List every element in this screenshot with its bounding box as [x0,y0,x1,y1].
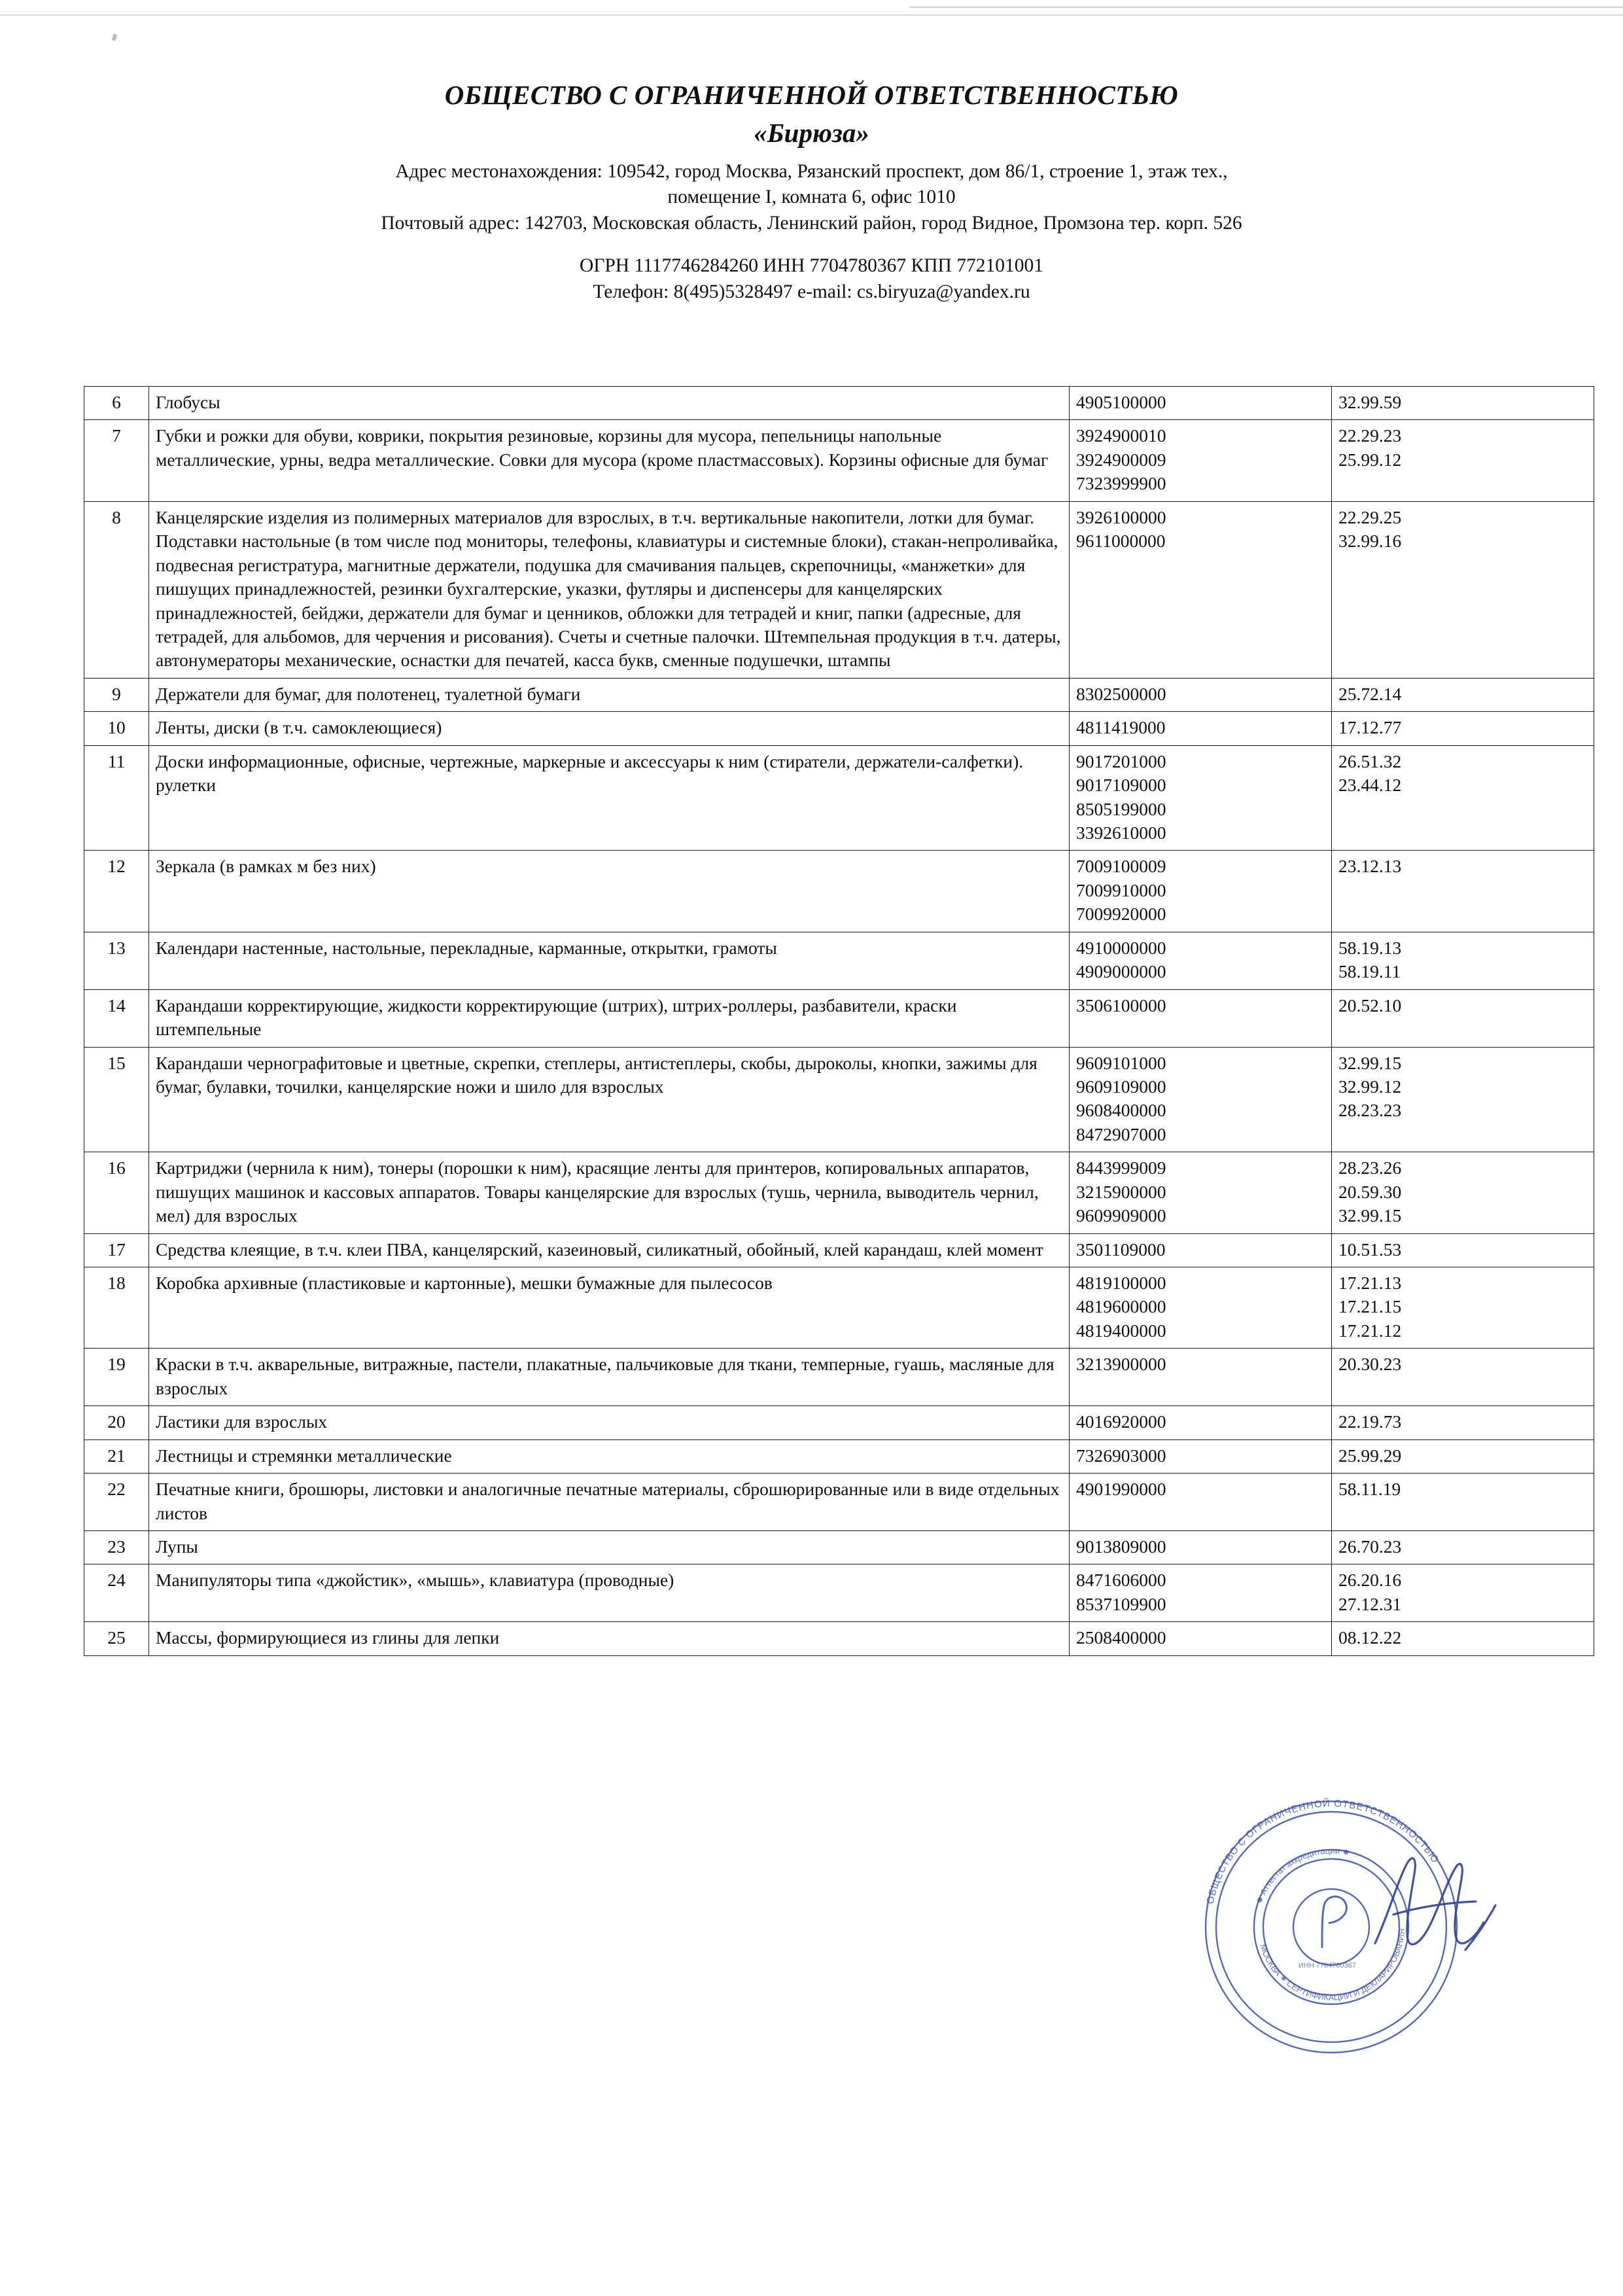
row-codes [1070,1530,1332,1564]
table-row [84,745,1594,851]
row-description: Краски в т.ч. акварельные, витражные, пастели, плакатные, пальчиковые для ткани, темперные, гуашь, масляные для взрослых [149,1349,1070,1406]
okpd-value: 32.99.15 [1338,1205,1402,1226]
row-codes [1070,1152,1332,1233]
goods-table-body [84,387,1594,1656]
code-value: 4819600000 [1076,1296,1166,1317]
row-okpd [1332,1564,1594,1622]
row-number: 25 [84,1622,149,1655]
code-value: 4016920000 [1076,1411,1166,1432]
code-value: 4909000000 [1076,961,1166,982]
okpd-value: 32.99.12 [1338,1076,1402,1097]
code-value: 3926100000 [1076,506,1166,527]
row-number: 18 [84,1267,149,1349]
okpd-value: 58.19.13 [1338,937,1402,958]
okpd-value: 32.99.59 [1338,392,1402,412]
code-value: 3213900000 [1076,1354,1166,1375]
code-value: 3501109000 [1076,1239,1166,1260]
row-okpd [1332,420,1594,501]
row-okpd [1332,1439,1594,1473]
row-codes [1070,387,1332,420]
organization-name: «Бирюза» [754,118,869,149]
row-codes [1070,420,1332,501]
row-description: Календари настенные, настольные, перекладные, карманные, открытки, грамоты [149,932,1070,989]
code-value: 4811419000 [1076,717,1166,738]
row-description: Ленты, диски (в т.ч. самоклеющиеся) [149,712,1070,745]
row-number: 20 [84,1406,149,1439]
code-value: 9608400000 [1076,1100,1166,1121]
code-value: 8537109900 [1076,1593,1166,1614]
table-row [84,932,1594,989]
code-value: 9609909000 [1076,1205,1166,1226]
row-okpd [1332,1233,1594,1267]
row-codes [1070,1406,1332,1439]
row-okpd [1332,387,1594,420]
svg-text:ОБЩЕСТВО С ОГРАНИЧЕННОЙ ОТВЕТС: ОБЩЕСТВО С ОГРАНИЧЕННОЙ ОТВЕТСТВЕННОСТЬЮ [1204,1797,1441,1905]
okpd-value: 58.19.11 [1338,961,1401,982]
row-codes [1070,1474,1332,1531]
row-okpd [1332,712,1594,745]
table-row [84,1474,1594,1531]
table-row [84,851,1594,932]
okpd-value: 22.29.25 [1338,506,1402,527]
row-number: 23 [84,1530,149,1564]
okpd-value: 25.72.14 [1338,683,1402,704]
row-okpd [1332,1152,1594,1233]
code-value: 3924900010 [1076,425,1166,446]
code-value: 9017201000 [1076,751,1166,771]
row-codes [1070,1349,1332,1406]
code-value: 8472907000 [1076,1123,1166,1144]
okpd-value: 17.21.15 [1338,1296,1402,1317]
okpd-value: 26.51.32 [1338,751,1402,771]
code-value: 9611000000 [1076,531,1166,552]
row-codes [1070,851,1332,932]
row-okpd [1332,1047,1594,1152]
row-number: 14 [84,989,149,1047]
table-row [84,1152,1594,1233]
okpd-value: 20.52.10 [1338,995,1402,1016]
code-value: 9609109000 [1076,1076,1166,1097]
code-value: 2508400000 [1076,1627,1166,1648]
row-description: Коробка архивные (пластиковые и картонные), мешки бумажные для пылесосов [149,1267,1070,1349]
address-line-2: помещение I, комната 6, офис 1010 [667,186,956,208]
okpd-value: 17.12.77 [1338,717,1402,738]
okpd-value: 25.99.29 [1338,1445,1402,1466]
okpd-value: 26.70.23 [1338,1536,1402,1557]
code-value: 3392610000 [1076,822,1166,843]
okpd-value: 22.29.23 [1338,425,1402,446]
row-okpd [1332,989,1594,1047]
table-row [84,678,1594,711]
okpd-value: 58.11.19 [1338,1479,1401,1500]
svg-text:ИНН 7704780367: ИНН 7704780367 [1299,1962,1357,1969]
code-value: 9013809000 [1076,1536,1166,1557]
row-number: 24 [84,1564,149,1622]
code-value: 9017109000 [1076,775,1166,796]
svg-text:✸ Аттестат аккредитации ✸: ✸ Аттестат аккредитации ✸ [1254,1845,1351,1905]
address-block [0,159,1623,236]
table-row [84,1530,1594,1564]
okpd-value: 28.23.26 [1338,1157,1402,1178]
table-row [84,420,1594,501]
okpd-value: 23.44.12 [1338,775,1402,796]
code-value: 4910000000 [1076,937,1166,958]
table-row [84,1622,1594,1655]
table-row [84,1439,1594,1473]
row-okpd [1332,1622,1594,1655]
goods-table [84,386,1594,1656]
row-okpd [1332,1474,1594,1531]
row-description: Глобусы [149,387,1070,420]
row-number: 19 [84,1349,149,1406]
row-codes [1070,989,1332,1047]
row-number: 9 [84,678,149,711]
row-codes [1070,745,1332,851]
table-row [84,1349,1594,1406]
okpd-value: 27.12.31 [1338,1593,1402,1614]
okpd-value: 23.12.13 [1338,856,1402,877]
code-value: 7326903000 [1076,1445,1166,1466]
row-description: Губки и рожки для обуви, коврики, покрытия резиновые, корзины для мусора, пепельницы напольные металлические, урны, ведра металлические. Совки для мусора (кроме пластмассовых). Корзины офисные для бумаг [149,420,1070,501]
code-value: 3215900000 [1076,1181,1166,1202]
code-value: 4901990000 [1076,1479,1166,1500]
scan-edge-line [0,14,1623,16]
row-okpd [1332,1530,1594,1564]
row-codes [1070,1267,1332,1349]
okpd-value: 32.99.16 [1338,531,1402,552]
okpd-value: 22.19.73 [1338,1411,1402,1432]
table-row [84,1047,1594,1152]
letterhead [0,79,1623,306]
table-row [84,712,1594,745]
table-row [84,1267,1594,1349]
table-row [84,1406,1594,1439]
code-value: 7009910000 [1076,879,1166,900]
code-value: 8505199000 [1076,798,1166,819]
row-number: 11 [84,745,149,851]
scan-edge-line-secondary [909,7,1623,8]
row-description: Доски информационные, офисные, чертежные, маркерные и аксессуары к ним (стиратели, держатели-салфетки). рулетки [149,745,1070,851]
row-codes [1070,712,1332,745]
row-number: 22 [84,1474,149,1531]
address-line-3: Почтовый адрес: 142703, Московская область, Ленинский район, город Видное, Промзона тер. корп. 526 [381,212,1242,234]
row-description: Карандаши чернографитовые и цветные, скрепки, степлеры, антистеплеры, скобы, дыроколы, кнопки, зажимы для бумаг, булавки, точилки, канцелярские ножи и шило для взрослых [149,1047,1070,1152]
code-value: 8302500000 [1076,683,1166,704]
table-row [84,1233,1594,1267]
table-row [84,989,1594,1047]
row-codes [1070,1233,1332,1267]
row-number: 6 [84,387,149,420]
row-description: Ластики для взрослых [149,1406,1070,1439]
okpd-value: 17.21.13 [1338,1273,1402,1293]
row-description: Массы, формирующиеся из глины для лепки [149,1622,1070,1655]
row-codes [1070,932,1332,989]
row-codes [1070,1622,1332,1655]
code-value: 9609101000 [1076,1052,1166,1073]
row-codes [1070,678,1332,711]
table-row [84,1564,1594,1622]
okpd-value: 08.12.22 [1338,1627,1402,1648]
row-number: 15 [84,1047,149,1152]
okpd-value: 10.51.53 [1338,1239,1402,1260]
code-value: 8471606000 [1076,1570,1166,1591]
company-stamp [1200,1796,1462,2058]
row-number: 21 [84,1439,149,1473]
code-value: 4819100000 [1076,1273,1166,1293]
row-okpd [1332,1267,1594,1349]
row-description: Зеркала (в рамках м без них) [149,851,1070,932]
code-value: 7323999900 [1076,473,1166,494]
row-description: Лупы [149,1530,1070,1564]
okpd-value: 20.30.23 [1338,1354,1402,1375]
row-okpd [1332,1349,1594,1406]
row-description: Картриджи (чернила к ним), тонеры (порошки к ним), красящие ленты для принтеров, копировальных аппаратов, пишущих машинок и кассовых аппаратов. Товары канцелярские для взрослых (тушь, чернила, выводитель чернил, мел) для взрослых [149,1152,1070,1233]
row-codes [1070,1564,1332,1622]
code-value: 7009920000 [1076,904,1166,925]
row-description: Лестницы и стремянки металлические [149,1439,1070,1473]
organization-type: ОБЩЕСТВО С ОГРАНИЧЕННОЙ ОТВЕТСТВЕННОСТЬЮ [444,80,1179,110]
row-description: Держатели для бумаг, для полотенец, туалетной бумаги [149,678,1070,711]
row-number: 16 [84,1152,149,1233]
svg-text:МОСКВА ✷ СЕРТИФИКАЦИИ И ДЕКЛАР: МОСКВА ✷ СЕРТИФИКАЦИИ И ДЕКЛАРИРОВАНИЯ [1258,1928,1407,2003]
row-okpd [1332,1406,1594,1439]
row-codes [1070,1439,1332,1473]
row-number: 7 [84,420,149,501]
okpd-value: 25.99.12 [1338,449,1402,470]
row-okpd [1332,851,1594,932]
row-okpd [1332,745,1594,851]
code-value: 8443999009 [1076,1157,1166,1178]
row-description: Манипуляторы типа «джойстик», «мышь», клавиатура (проводные) [149,1564,1070,1622]
row-number: 12 [84,851,149,932]
okpd-value: 28.23.23 [1338,1100,1402,1121]
contact-line: Телефон: 8(495)5328497 e-mail: cs.biryuza@yandex.ru [593,281,1030,302]
row-number: 10 [84,712,149,745]
address-line-1: Адрес местонахождения: 109542, город Москва, Рязанский проспект, дом 86/1, строение 1, этаж тех., [395,161,1228,183]
row-okpd [1332,932,1594,989]
okpd-value: 20.59.30 [1338,1181,1402,1202]
scan-speck [112,33,118,41]
code-value: 4905100000 [1076,392,1166,412]
row-description: Карандаши корректирующие, жидкости корректирующие (штрих), штрих-роллеры, разбавители, краски штемпельные [149,989,1070,1047]
okpd-value: 17.21.12 [1338,1320,1402,1341]
registration-block [0,253,1623,306]
row-number: 8 [84,501,149,678]
table-row [84,501,1594,678]
row-number: 13 [84,932,149,989]
row-okpd [1332,501,1594,678]
table-row [84,387,1594,420]
registry-line: ОГРН 1117746284260 ИНН 7704780367 КПП 772101001 [580,255,1043,276]
code-value: 3506100000 [1076,995,1166,1016]
row-number: 17 [84,1233,149,1267]
okpd-value: 32.99.15 [1338,1052,1402,1073]
row-description: Канцелярские изделия из полимерных материалов для взрослых, в т.ч. вертикальные накопители, лотки для бумаг. Подставки настольные (в том числе под мониторы, телефоны, клавиатуры и системные блоки), стакан-непроливайка, подвесная регистратура, магнитные держатели, подушка для смачивания пальцев, скрепочницы, «манжетки» для пишущих принадлежностей, резинки бухгалтерские, указки, футляры и диспенсеры для канцелярских принадлежностей, бейджи, держатели для бумаг и ценников, обложки для тетрадей и книг, папки (адресные, для тетрадей, для альбомов, для черчения и рисования). Счеты и счетные палочки. Штемпельная продукция в т.ч. датеры, автонумераторы механические, оснастки для печатей, касса букв, сменные подушечки, штампы [149,501,1070,678]
row-description: Печатные книги, брошюры, листовки и аналогичные печатные материалы, сброшюрированные или в виде отдельных листов [149,1474,1070,1531]
code-value: 4819400000 [1076,1320,1166,1341]
code-value: 7009100009 [1076,856,1166,877]
row-okpd [1332,678,1594,711]
code-value: 3924900009 [1076,449,1166,470]
signature [1367,1852,1511,1963]
row-codes [1070,501,1332,678]
row-codes [1070,1047,1332,1152]
row-description: Средства клеящие, в т.ч. клеи ПВА, канцелярский, казеиновый, силикатный, обойный, клей карандаш, клей момент [149,1233,1070,1267]
okpd-value: 26.20.16 [1338,1570,1402,1591]
